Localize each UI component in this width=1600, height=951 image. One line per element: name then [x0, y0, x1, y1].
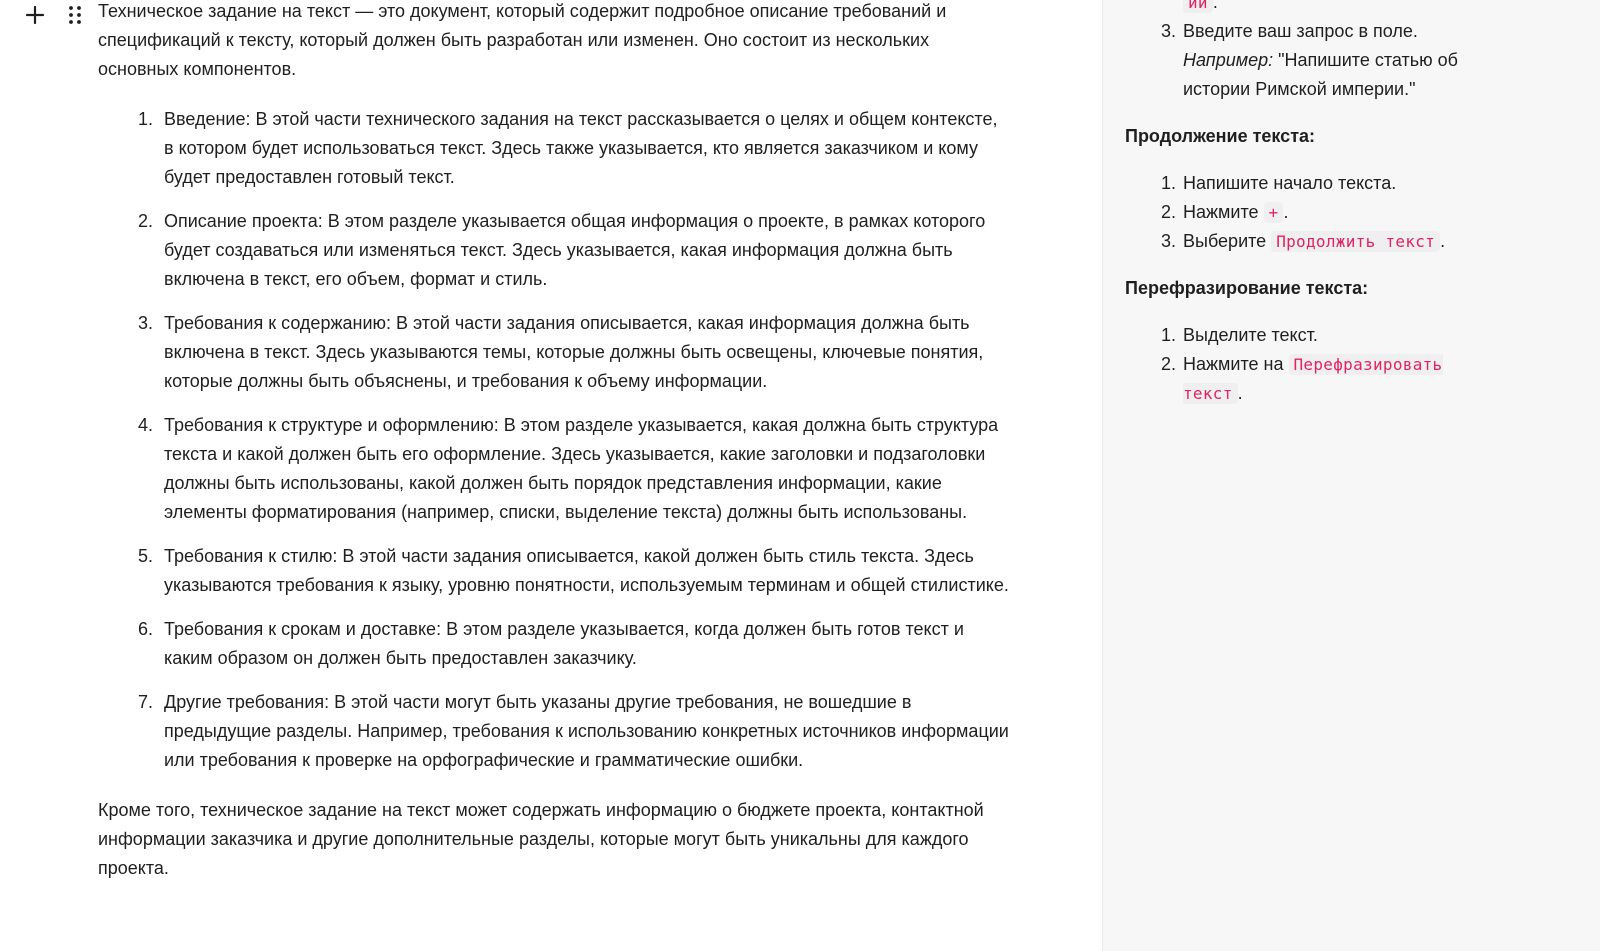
code-snippet: Продолжить текст	[1271, 231, 1440, 252]
list-item: 3. Введите ваш запрос в поле. Например: "Напишите статью об истории Римской империи."	[1181, 17, 1505, 104]
query-steps-list	[1125, 0, 1505, 17]
list-item: 7. Другие требования: В этой части могут быть указаны другие требования, не вошедшие в предыдущие разделы. Например, требования к использованию конкретных источников информации или требования к проверке на орфографические и грамматические ошибки.	[158, 688, 1010, 775]
drag-handle-icon	[68, 5, 82, 25]
list-item: 5. Требования к стилю: В этой части задания описывается, какой должен быть стиль текста. Здесь указываются требования к языку, уровню понятности, используемым терминам и общей стилистике.	[158, 542, 1010, 600]
drag-handle-button[interactable]	[62, 2, 88, 28]
list-item: 1. Введение: В этой части технического задания на текст рассказывается о целях и общем контексте, в котором будет использоваться текст. Здесь также указывается, кто является заказчиком и кому будет предоставлен готовый текст.	[158, 105, 1010, 192]
code-snippet: Перефразировать текст	[1183, 355, 1443, 403]
add-block-button[interactable]	[22, 2, 48, 28]
list-item: 4. Требования к структуре и оформлению: В этом разделе указывается, какая должна быть структура текста и какой должен быть его оформление. Здесь указывается, какие заголовки и подзаголовки должны быть использованы, какой должен быть порядок представления информации, какие элементы форматирования (например, списки, выделение текста) должны быть использованы.	[158, 411, 1010, 527]
block-controls	[22, 2, 88, 28]
list-item: 1. Напишите начало текста.	[1181, 169, 1505, 198]
list-item: 3. Требования к содержанию: В этой части задания описывается, какая информация должна быть включена в текст. Здесь указываются темы, которые должны быть освещены, ключевые понятия, которые должны быть объяснены, и требования к объему информации.	[158, 309, 1010, 396]
section-heading-rephrase: Перефразирование текста:	[1125, 278, 1369, 298]
intro-paragraph: Техническое задание на текст — это документ, который содержит подробное описание требований и спецификаций к тексту, который должен быть разработан или изменен. Оно состоит из нескольких основных компонентов.	[98, 1, 947, 79]
list-item: 2. Описание проекта: В этом разделе указывается общая информация о проекте, в рамках которого будет создаваться или изменяться текст. Здесь указывается, какая информация должна быть включена в текст, его объем, формат и стиль.	[158, 207, 1010, 294]
section-heading-continue: Продолжение текста:	[1125, 126, 1316, 146]
list-item: 6. Требования к срокам и доставке: В этом разделе указывается, когда должен быть готов текст и каким образом он должен быть предоставлен заказчику.	[158, 615, 1010, 673]
list-item: 3. Выберите Продолжить текст .	[1181, 227, 1505, 256]
document-content[interactable]	[98, 0, 1010, 883]
requirements-list	[98, 105, 1010, 775]
list-item: 2. Нажмите на Перефразировать текст .	[1181, 350, 1505, 408]
query-steps-list-cont	[1125, 17, 1505, 104]
help-content	[1125, 0, 1505, 408]
code-snippet: ии	[1183, 0, 1213, 13]
code-snippet: +	[1264, 202, 1284, 223]
help-sidebar	[1102, 0, 1600, 951]
list-item: 1. Выделите текст.	[1181, 321, 1505, 350]
continue-steps-list	[1125, 169, 1505, 256]
plus-icon	[25, 5, 45, 25]
example-text: "Напишите статью об истории Римской империи."	[1183, 50, 1458, 99]
example-label: Например:	[1183, 50, 1274, 70]
list-item: 2. Нажмите + .	[1181, 198, 1505, 227]
list-item: ии .	[1181, 0, 1505, 17]
outro-paragraph: Кроме того, техническое задание на текст может содержать информацию о бюджете проекта, контактной информации заказчика и другие дополнительные разделы, которые могут быть уникальны для каждого проекта.	[98, 800, 984, 878]
rephrase-steps-list	[1125, 321, 1505, 408]
